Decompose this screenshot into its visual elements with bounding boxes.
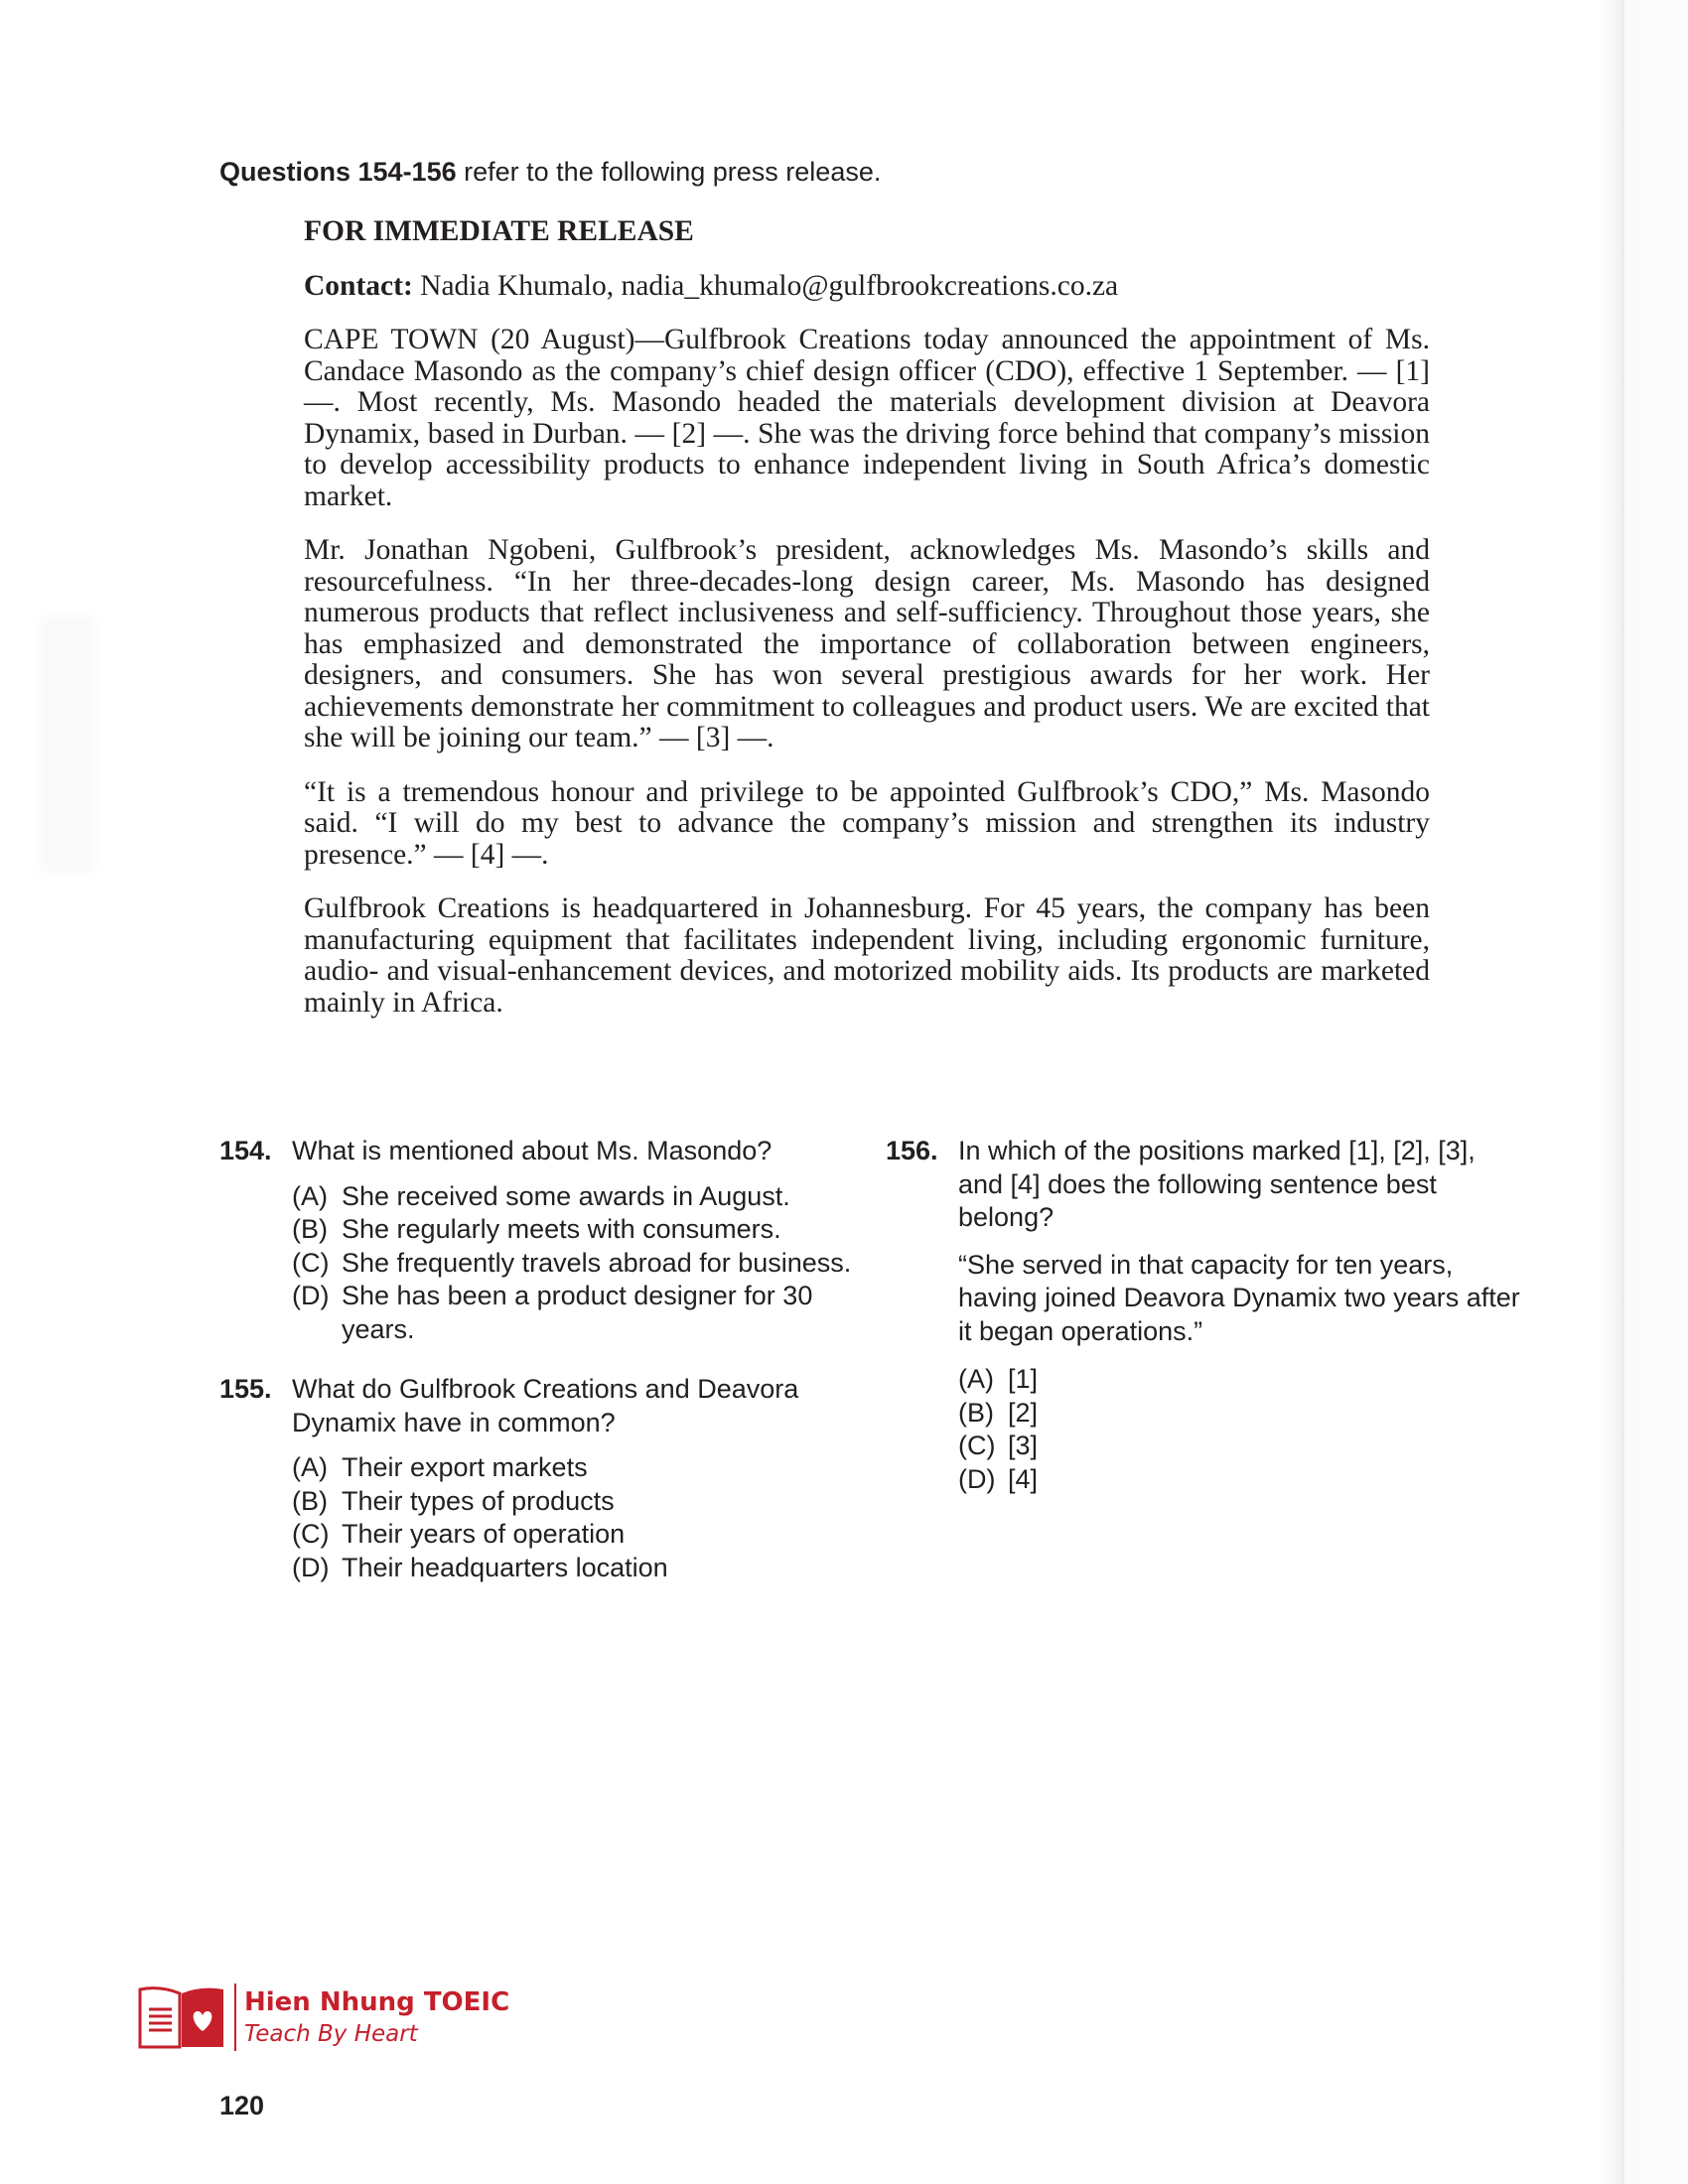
answer-option-a[interactable] [292,1451,855,1485]
question-154 [219,1135,855,1346]
option-letter: (B) [292,1485,328,1516]
answer-option-c[interactable] [292,1247,855,1281]
intro-text: refer to the following press release. [464,157,882,187]
option-letter: (D) [958,1463,996,1494]
answer-options [958,1363,1521,1496]
insertion-sentence: “She served in that capacity for ten years, having joined Deavora Dynamix two years after it began operations.” [958,1249,1520,1346]
brand-name: Hien Nhung TOEIC [244,1987,510,2017]
questions-right-column [886,1135,1521,1523]
answer-options [292,1180,855,1347]
answer-option-b[interactable] [958,1397,1521,1431]
question-stem: What do Gulfbrook Creations and Deavora Dynamix have in common? [292,1374,799,1437]
question-number: 156. [886,1136,938,1165]
press-release [304,216,1430,1041]
answer-option-c[interactable] [292,1518,855,1552]
option-text: She regularly meets with consumers. [342,1214,781,1244]
release-paragraph: “It is a tremendous honour and privilege to be appointed Gulfbrook’s CDO,” Ms. Masondo said. “I will do my best to advance the company’s mission and strengthen its industry presence.” — [4] —. [304,775,1430,871]
contact-value: Nadia Khumalo, nadia_khumalo@gulfbrookcreations.co.za [420,269,1119,302]
option-text: She received some awards in August. [342,1180,790,1211]
question-stem: In which of the positions marked [1], [2], [3], and [4] does the following sentence best belong? [958,1136,1476,1232]
answer-option-d[interactable] [292,1280,855,1346]
answer-option-a[interactable] [292,1180,855,1214]
option-letter: (C) [292,1519,330,1549]
page-edge-shadow [1599,0,1688,2184]
option-text: Their types of products [342,1485,615,1516]
question-stem: What is mentioned about Ms. Masondo? [292,1136,773,1165]
option-text: She has been a product designer for 30 years. [342,1281,813,1344]
page-number: 120 [219,2091,265,2120]
question-number: 154. [219,1136,272,1165]
answer-option-d[interactable] [292,1552,855,1585]
release-contact [304,271,1430,303]
brand-logo [136,1981,553,2053]
option-letter: (A) [958,1364,994,1394]
release-heading: FOR IMMEDIATE RELEASE [304,215,694,247]
option-text: She frequently travels abroad for business. [342,1247,852,1278]
scan-smudge [40,615,94,874]
option-letter: (C) [292,1247,330,1278]
answer-option-b[interactable] [292,1213,855,1247]
book-heart-icon [136,1983,227,2051]
option-text: [1] [1008,1364,1039,1394]
option-text: [2] [1008,1397,1039,1428]
release-paragraph: Mr. Jonathan Ngobeni, Gulfbrook’s president, acknowledges Ms. Masondo’s skills and resourcefulness. “In her three-decades-long design career, Ms. Masondo has designed numerous products that reflect inclusiveness and self-sufficiency. Throughout those years, she has emphasized and demonstrated the importance of collaboration between engineers, designers, and consumers. She has won several prestigious awards for her work. Her achievements demonstrate her commitment to colleagues and product users. We are excited that she will be joining our team.” — [3] —. [304,534,1430,753]
option-letter: (D) [292,1552,330,1582]
contact-label: Contact: [304,269,413,302]
answer-option-d[interactable] [958,1463,1521,1497]
option-letter: (D) [292,1281,330,1310]
question-156 [886,1135,1521,1496]
answer-option-b[interactable] [292,1485,855,1519]
answer-options [292,1451,855,1584]
release-paragraph: CAPE TOWN (20 August)—Gulfbrook Creations today announced the appointment of Ms. Candace Masondo as the company’s chief design officer (CDO), effective 1 September. — [1] —. Most recently, Ms. Masondo headed the materials development division at Deavora Dynamix, based in Durban. — [2] —. She was the driving force behind that company’s mission to develop accessibility products to enhance independent living in South Africa’s domestic market. [304,324,1430,512]
option-letter: (A) [292,1452,328,1482]
option-letter: (C) [958,1431,996,1460]
option-letter: (B) [958,1397,994,1428]
brand-tagline: Teach By Heart [244,2021,418,2047]
option-text: Their headquarters location [342,1552,668,1582]
questions-left-column [219,1135,855,1611]
question-set-intro [219,154,1461,190]
option-letter: (B) [292,1214,328,1244]
question-155 [219,1373,855,1584]
question-range: Questions 154-156 [219,157,457,187]
option-letter: (A) [292,1180,328,1211]
answer-option-c[interactable] [958,1430,1521,1463]
answer-option-a[interactable] [958,1363,1521,1397]
option-text: [3] [1008,1431,1039,1460]
option-text: [4] [1008,1463,1039,1494]
question-number: 155. [219,1374,272,1404]
option-text: Their export markets [342,1452,588,1482]
option-text: Their years of operation [342,1519,626,1549]
logo-divider [234,1983,236,2051]
release-paragraph: Gulfbrook Creations is headquartered in Johannesburg. For 45 years, the company has been manufacturing equipment that facilitates independent living, including ergonomic furniture, audio- and visual-enhancement devices, and motorized mobility aids. Its products are marketed mainly in Africa. [304,892,1430,1019]
